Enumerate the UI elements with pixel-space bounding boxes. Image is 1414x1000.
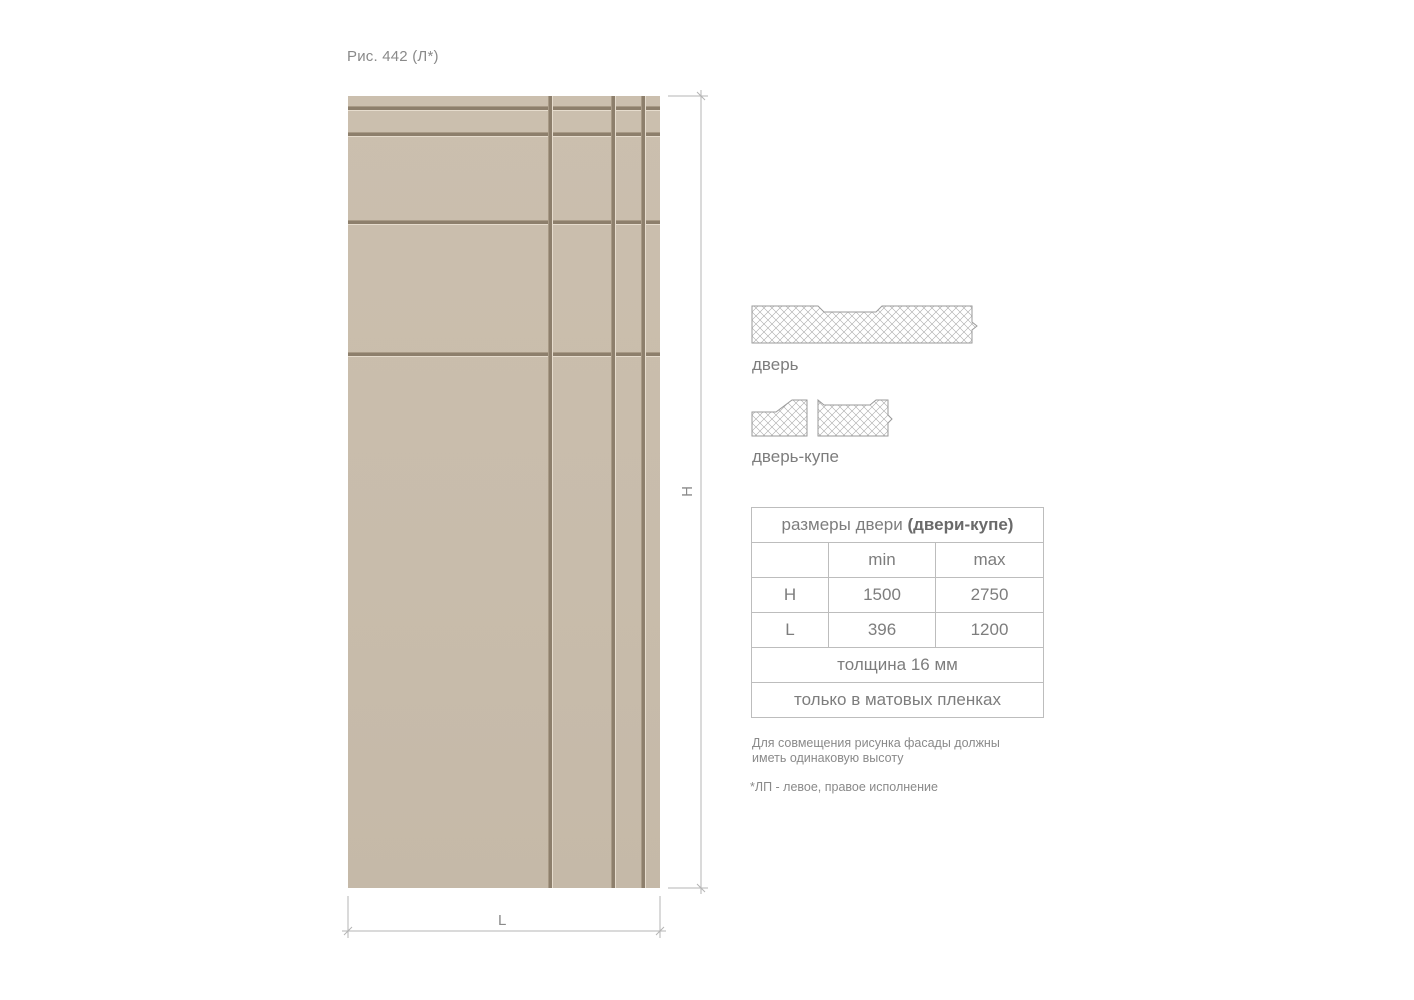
height-dimension-label: H	[678, 486, 696, 497]
door-profile-label: дверь	[752, 355, 799, 374]
table-row	[752, 578, 1044, 613]
table-title-normal: размеры двери	[781, 515, 903, 534]
thickness-cell: толщина 16 мм	[752, 648, 1044, 683]
door-profile-drawing	[748, 300, 984, 350]
header-min: min	[829, 543, 936, 578]
thickness-row	[752, 648, 1044, 683]
sliding-door-profile-drawing	[748, 395, 898, 440]
table-title-bold: (двери-купе)	[907, 515, 1014, 534]
header-max: max	[936, 543, 1044, 578]
finish-cell: только в матовых пленках	[752, 683, 1044, 718]
row-min: 1500	[829, 578, 936, 613]
row-label: L	[752, 613, 829, 648]
row-label: H	[752, 578, 829, 613]
row-max: 2750	[936, 578, 1044, 613]
sliding-door-profile-label: дверь-купе	[752, 447, 839, 466]
finish-row	[752, 683, 1044, 718]
alignment-note-line-2: иметь одинаковую высоту	[752, 751, 904, 765]
size-table	[751, 507, 1044, 718]
row-min: 396	[829, 613, 936, 648]
table-header-row	[752, 543, 1044, 578]
header-empty-cell	[752, 543, 829, 578]
row-max: 1200	[936, 613, 1044, 648]
table-title-row	[752, 508, 1044, 543]
alignment-note	[752, 736, 1000, 766]
figure-title: Рис. 442 (Л*)	[347, 48, 439, 65]
table-title	[752, 508, 1044, 543]
table-row	[752, 613, 1044, 648]
width-dimension-label: L	[498, 912, 507, 929]
alignment-note-line-1: Для совмещения рисунка фасады должны	[752, 736, 1000, 750]
execution-note: *ЛП - левое, правое исполнение	[750, 780, 938, 794]
